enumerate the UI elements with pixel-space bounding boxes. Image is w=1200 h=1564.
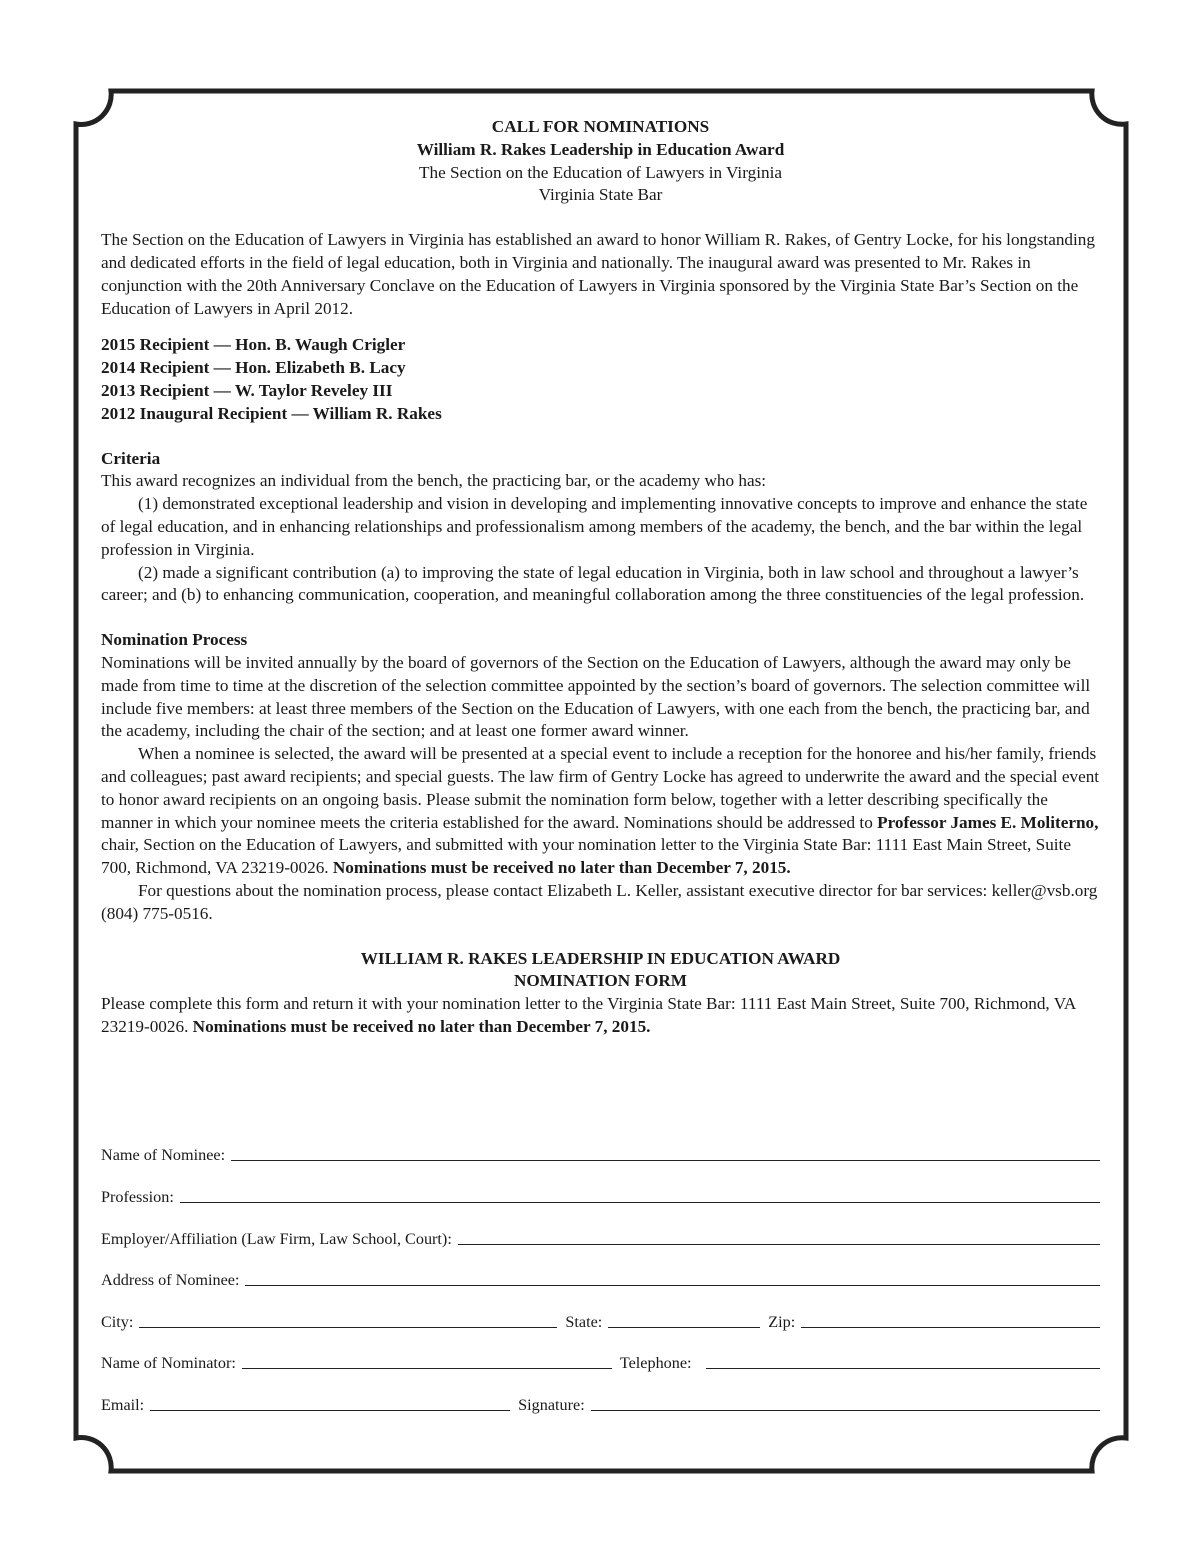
form-instructions	[101, 993, 1100, 1039]
state-label: State:	[565, 1313, 603, 1331]
employer-field[interactable]	[458, 1230, 1100, 1245]
form-header	[101, 948, 1100, 994]
profession-field[interactable]	[180, 1188, 1100, 1203]
criteria-item-1: (1) demonstrated exceptional leadership and vision in developing and implementing innovative concepts to improve and enhance the state of legal education, and in enhancing relationships and professionalism among members of the academy, the bench, and the bar within the legal profession in Virginia.	[101, 494, 1088, 559]
nominee-row	[101, 1144, 1100, 1164]
zip-field[interactable]	[801, 1313, 1100, 1328]
header	[101, 116, 1100, 207]
process-paragraph-2	[101, 743, 1100, 880]
addressee-name: Professor James E. Moliterno,	[877, 812, 1099, 832]
process-text: When a nominee is selected, the award will be presented at a special event to include a reception for the honoree and his/her family, friends and colleagues; past award recipients; and special guests. The law firm of Gentry Locke has agreed to underwrite the award and the special event to honor award recipients on an ongoing basis. Please submit the nomination form below, together with a letter describing specifically the manner in which your nominee meets the criteria established for the award. Nominations should be addressed to	[101, 744, 1100, 832]
city-row	[101, 1311, 1100, 1331]
signature-field[interactable]	[591, 1396, 1100, 1411]
org-name: Virginia State Bar	[538, 185, 663, 205]
recipient-2012: 2012 Inaugural Recipient — William R. Rakes	[101, 403, 442, 423]
nominee-field[interactable]	[231, 1146, 1100, 1161]
city-label: City:	[101, 1313, 134, 1331]
process-heading: Nomination Process	[101, 630, 248, 650]
nominator-row	[101, 1352, 1100, 1372]
nominator-field[interactable]	[242, 1354, 612, 1369]
form-subtitle: NOMINATION FORM	[514, 971, 687, 991]
address-row	[101, 1269, 1100, 1289]
nominator-label: Name of Nominator:	[101, 1354, 236, 1372]
page-title: CALL FOR NOMINATIONS	[491, 117, 710, 136]
intro-paragraph: The Section on the Education of Lawyers in Virginia has established an award to honor William R. Rakes, of Gentry Locke, for his longstanding and dedicated efforts in the field of legal education, both in Virginia and nationally. The inaugural award was presented to Mr. Rakes in conjunction with the 20th Anniversary Conclave on the Education of Lawyers in Virginia sponsored by the Virginia State Bar’s Section on the Education of Lawyers in April 2012.	[101, 230, 1095, 318]
criteria-lead: This award recognizes an individual from the bench, the practicing bar, or the academy who has:	[101, 471, 767, 491]
criteria-heading: Criteria	[101, 448, 161, 468]
address-label: Address of Nominee:	[101, 1271, 240, 1289]
profession-row	[101, 1186, 1100, 1206]
signature-label: Signature:	[518, 1396, 585, 1414]
form-deadline: Nominations must be received no later than December 7, 2015.	[192, 1016, 651, 1036]
criteria-item-2: (2) made a significant contribution (a) to improving the state of legal education in Virginia, both in law school and throughout a lawyer’s career; and (b) to enhancing communication, cooperation, and meaningful collaboration among the three constituencies of the legal profession.	[101, 562, 1085, 605]
telephone-field[interactable]	[706, 1354, 1100, 1369]
form-title: WILLIAM R. RAKES LEADERSHIP IN EDUCATION AWARD	[360, 948, 841, 968]
profession-label: Profession:	[101, 1188, 174, 1206]
main-content	[101, 116, 1100, 1039]
recipient-2015: 2015 Recipient — Hon. B. Waugh Crigler	[101, 335, 406, 355]
recipient-2014: 2014 Recipient — Hon. Elizabeth B. Lacy	[101, 358, 406, 378]
deadline-note: Nominations must be received no later than December 7, 2015.	[332, 858, 791, 878]
form-instructions-text: Please complete this form and return it with your nomination letter to the Virginia State Bar: 1111 East Main Street, Suite 700, Richmond, VA 23219-0026.	[101, 994, 1076, 1036]
process-paragraph-3: For questions about the nomination process, please contact Elizabeth L. Keller, assistant executive director for bar services: keller@vsb.org (804) 775-0516.	[101, 880, 1098, 923]
recipients-list	[101, 334, 1100, 425]
address-field[interactable]	[245, 1271, 1100, 1286]
recipient-2013: 2013 Recipient — W. Taylor Reveley III	[101, 380, 393, 400]
employer-label: Employer/Affiliation (Law Firm, Law School, Court):	[101, 1230, 452, 1248]
zip-label: Zip:	[768, 1313, 796, 1331]
award-name: William R. Rakes Leadership in Education Award	[416, 139, 785, 159]
employer-row	[101, 1228, 1100, 1248]
section-name: The Section on the Education of Lawyers in Virginia	[418, 162, 782, 182]
email-label: Email:	[101, 1396, 145, 1414]
process-text: chair, Section on the Education of Lawyers, and submitted with your nomination letter to the Virginia State Bar: 1111 East Main Street, Suite 700, Richmond, VA 23219-0026.	[101, 835, 1071, 878]
telephone-label: Telephone:	[619, 1354, 692, 1372]
process-paragraph-1: Nominations will be invited annually by the board of governors of the Section on the Education of Lawyers, although the award may only be made from time to time at the discretion of the selection committee appointed by the section’s board of governors. The selection committee will include five members: at least three members of the Section on the Education of Lawyers, with one each from the bench, the practicing bar, and the academy, including the chair of the section; and at least one former award winner.	[101, 652, 1091, 741]
city-field[interactable]	[139, 1313, 557, 1328]
nominee-label: Name of Nominee:	[101, 1146, 226, 1164]
state-field[interactable]	[608, 1313, 760, 1328]
email-row	[101, 1394, 1100, 1414]
email-field[interactable]	[150, 1396, 510, 1411]
